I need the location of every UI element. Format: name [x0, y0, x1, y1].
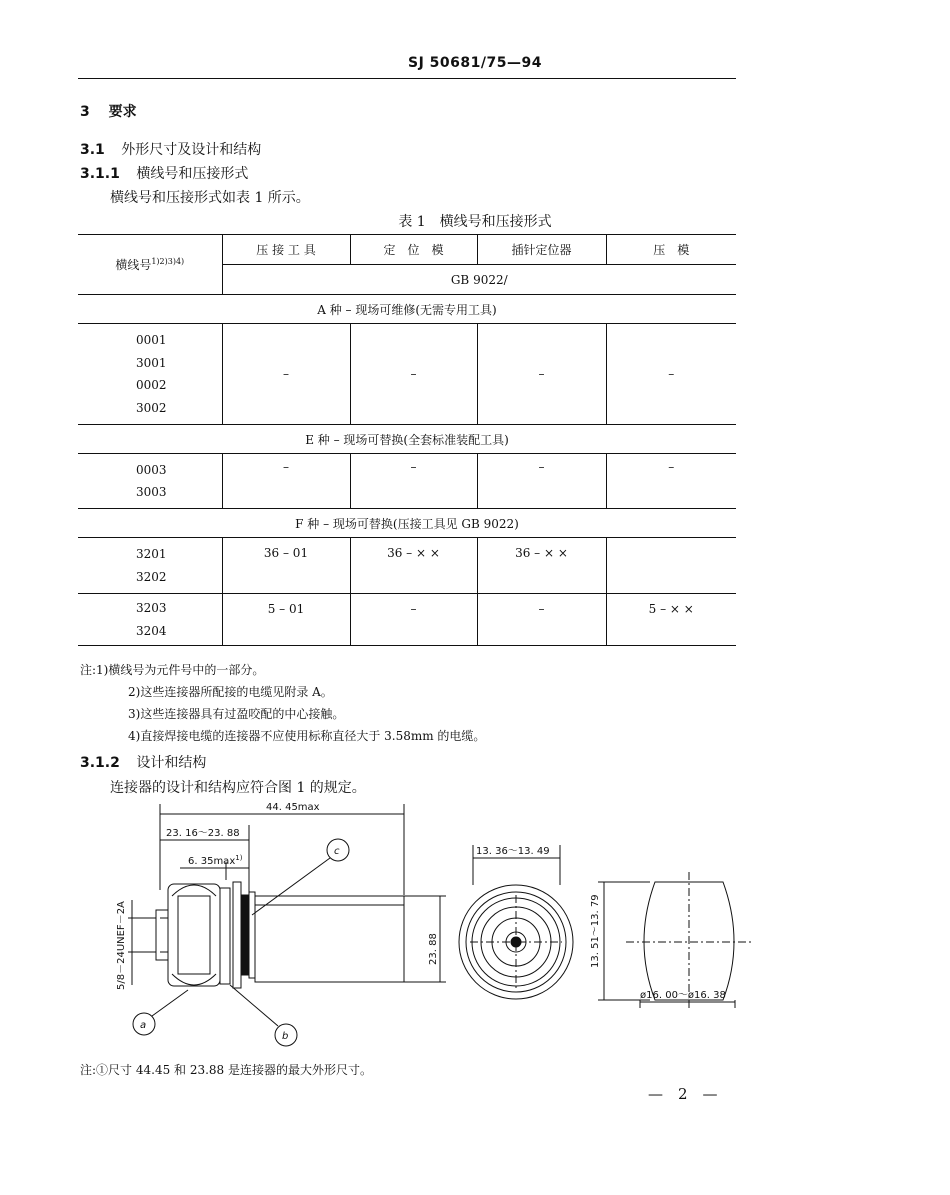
- section-3-1-title: 外形尺寸及设计和结构: [121, 142, 262, 158]
- header-pin-positioner: 插针定位器: [477, 235, 606, 265]
- section-3-1-2-number: 3.1.2: [80, 755, 120, 771]
- group-f-title: F 种 – 现场可替换(压接工具见 GB 9022): [78, 509, 736, 538]
- section-3-1-1-title: 横线号和压接形式: [136, 166, 249, 182]
- gasket: [241, 895, 249, 975]
- dim-hex-text: 13. 36～13. 49: [476, 846, 550, 857]
- note-item: 2)这些连接器所配接的电缆见附录 A。: [128, 685, 333, 699]
- dim-overall-text: 44. 45max: [266, 802, 320, 813]
- table-cell: –: [350, 324, 477, 425]
- table-row: [78, 324, 736, 425]
- dim-height-text: 23. 88: [428, 933, 439, 965]
- note-item: 4)直接焊接电缆的连接器不应使用标称直径大于 3.58mm 的电缆。: [128, 729, 486, 743]
- table-cell: –: [477, 324, 606, 425]
- header-rule: [78, 78, 736, 79]
- dim-thread-text: 5/8－24UNEF－2A: [116, 901, 127, 990]
- section-3-number: 3: [80, 104, 90, 120]
- header-die: 压 模: [606, 235, 736, 265]
- group-a-title: A 种 – 现场可维修(无需专用工具): [78, 295, 736, 324]
- section-3-heading: [80, 101, 137, 121]
- group-e-codes: [78, 454, 222, 509]
- table-cell: –: [606, 454, 736, 509]
- table-cell: –: [477, 454, 606, 509]
- dash-code: 3002: [136, 400, 167, 415]
- header-gb-standard: GB 9022/: [222, 265, 736, 295]
- callout-a-label: a: [140, 1020, 147, 1031]
- table-1: [78, 234, 736, 646]
- washer-a: [220, 888, 230, 984]
- table-1-caption: 表 1 横线号和压接形式: [398, 214, 552, 230]
- dash-code: 0003: [136, 463, 167, 477]
- cylinder-body: [255, 896, 404, 982]
- dash-code: 0002: [136, 378, 167, 392]
- dim-small-text: [188, 854, 243, 867]
- figure-1-connector-drawing: [0, 795, 950, 1055]
- table-cell: –: [350, 454, 477, 509]
- table-cell: –: [477, 594, 606, 646]
- dash-code: 3204: [136, 623, 167, 638]
- table-row: [78, 538, 736, 594]
- dash-code: 3003: [136, 485, 167, 499]
- table-cell: 5 – 01: [222, 594, 350, 646]
- note-item: 3)这些连接器具有过盈咬配的中心接触。: [128, 707, 345, 721]
- dash-code: 3201: [136, 546, 167, 561]
- group-f-row2-codes: [78, 594, 222, 646]
- table-cell: [606, 538, 736, 594]
- table-cell: –: [606, 324, 736, 425]
- dim-dia-text: ø16. 00～ø16. 38: [640, 990, 726, 1001]
- table-cell: 36 – 01: [222, 538, 350, 594]
- table-cell: –: [222, 454, 350, 509]
- header-dash-number-label: 横线号: [115, 258, 152, 272]
- callout-b-label: b: [282, 1031, 289, 1042]
- dash-code: 3001: [136, 355, 167, 370]
- header-locator: 定 位 模: [350, 235, 477, 265]
- table-row: [78, 594, 736, 646]
- dim-mid-text: 23. 16～23. 88: [166, 828, 240, 839]
- dim-small-value: 6. 35max: [188, 856, 236, 867]
- dash-code: 3202: [136, 569, 167, 584]
- table-cell: 36 – × ×: [350, 538, 477, 594]
- table-cell: 5 – × ×: [606, 594, 736, 646]
- dim-small-sup: 1): [235, 854, 243, 862]
- dash-code: 0001: [136, 333, 167, 347]
- header-crimp-tool: 压 接 工 具: [222, 235, 350, 265]
- page-number: — 2 —: [648, 1085, 718, 1103]
- section-3-1-1-number: 3.1.1: [80, 166, 120, 182]
- header-dash-number: [78, 235, 222, 295]
- figure-note: 注:①尺寸 44.45 和 23.88 是连接器的最大外形尺寸。: [80, 1063, 373, 1077]
- dash-code: 3203: [136, 600, 167, 615]
- table-cell: –: [350, 594, 477, 646]
- table-row: [78, 454, 736, 509]
- section-3-1-2-intro: 连接器的设计和结构应符合图 1 的规定。: [110, 780, 366, 796]
- note-item: 1)横线号为元件号中的一部分。: [96, 663, 265, 677]
- table-cell: 36 – × ×: [477, 538, 606, 594]
- document-number-header: SJ 50681/75—94: [408, 55, 542, 71]
- table-notes: [80, 661, 485, 749]
- group-a-codes: [78, 324, 222, 425]
- section-3-1-number: 3.1: [80, 142, 105, 158]
- section-3-1-2-title: 设计和结构: [136, 755, 207, 771]
- notes-lead: 注:: [80, 663, 97, 677]
- group-f-row1-codes: [78, 538, 222, 594]
- group-e-title: E 种 – 现场可替换(全套标准装配工具): [78, 425, 736, 454]
- section-3-1-heading: [80, 139, 261, 159]
- header-dash-number-footnotes: 1)2)3)4): [151, 257, 185, 266]
- dim-flat-text: 13. 51～13. 79: [590, 894, 601, 968]
- table-cell: –: [222, 324, 350, 425]
- hex-nut-body: [168, 884, 220, 986]
- section-3-title: 要求: [108, 104, 137, 120]
- washer-b: [233, 882, 241, 988]
- callout-c-label: c: [334, 846, 340, 857]
- section-3-1-1-intro: 横线号和压接形式如表 1 所示。: [110, 190, 310, 206]
- section-3-1-2-heading: [80, 752, 206, 772]
- section-3-1-1-heading: [80, 163, 248, 183]
